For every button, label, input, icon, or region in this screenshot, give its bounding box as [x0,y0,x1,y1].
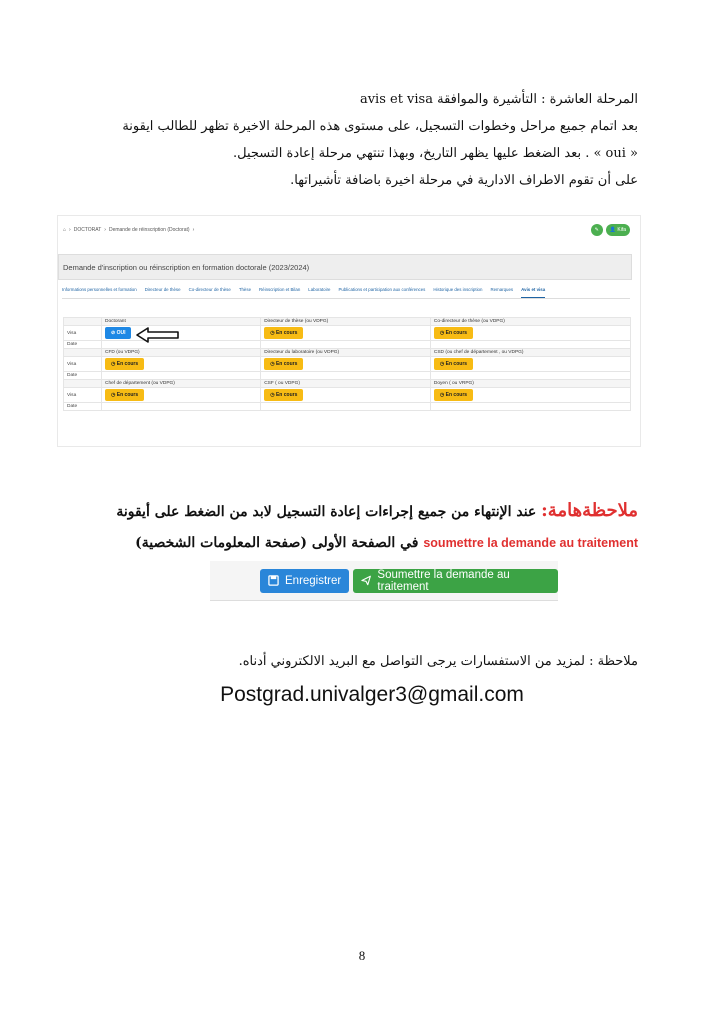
tab-co-director[interactable]: Co-directeur de thèse [188,287,231,292]
clock-icon: ◷ [439,330,445,336]
breadcrumb-item[interactable]: DOCTORAT [73,227,102,233]
chevron-right-icon: › [104,227,106,233]
notice-text: في الصفحة الأولى (صفحة المعلومات الشخصية) [135,535,424,551]
contact-email[interactable]: Postgrad.univalger3@gmail.com [220,683,524,706]
tab-bar [62,287,630,299]
save-button[interactable] [260,569,349,593]
clock-icon: ◷ [439,361,445,367]
tab-avis-visa[interactable]: Avis et visa [521,287,545,298]
column-header: Co-directeur de thèse (ou VDPG) [430,318,630,326]
important-notice [116,500,638,521]
avis-visa-screenshot [57,215,641,447]
status-badge: ◷ En cours [434,389,473,401]
column-header: Doyen ( ou VRPG) [430,380,630,388]
page-title: Demande d'inscription ou réinscription en formation doctorale (2023/2024) [58,254,632,280]
chevron-right-icon: › [69,227,71,233]
home-icon[interactable]: ⌂ [63,227,67,233]
status-badge: ◷ En cours [434,327,473,339]
breadcrumb [63,227,194,233]
arrow-left-icon [136,326,180,344]
status-badge: ◷ En cours [264,327,303,339]
column-header: Doctorant [102,318,261,326]
column-header: Directeur du laboratoire (ou VDPG) [261,349,431,357]
column-header: Directeur de thèse (ou VDPG) [261,318,431,326]
important-notice-line2 [135,535,638,551]
breadcrumb-item[interactable]: Demande de réinscription (Doctorat) [108,227,190,233]
column-header: Chef de département (ou VDPG) [102,380,261,388]
tab-remarks[interactable]: Remarques [490,287,514,292]
edit-icon[interactable]: ✎ [591,224,603,236]
tab-director[interactable]: Directeur de thèse [144,287,181,292]
row-label: Date [64,403,102,411]
tab-history[interactable]: Historique des inscription [433,287,483,292]
status-badge: ◷ En cours [105,358,144,370]
column-header: CSD (ou chef de département , ou VDPG) [430,349,630,357]
action-buttons-screenshot [210,561,558,601]
user-icon: 👤 [609,227,616,233]
tab-laboratory[interactable]: Laboratoire [308,287,331,292]
status-badge: ◷ En cours [105,389,144,401]
row-label: Visa [64,326,102,341]
page-number: 8 [358,948,366,963]
row-label: Visa [64,357,102,372]
user-menu-button[interactable] [606,224,630,236]
clock-icon: ◷ [270,392,275,398]
tab-reinscription[interactable]: Réinscription et Bilan [259,287,301,292]
user-name: Kifa [617,227,626,233]
notice-title: ملاحظةهامة: [541,500,638,521]
check-icon: ⊘ [111,330,116,336]
send-icon [361,575,371,586]
notice-highlight: soumettre la demande au traitement [423,536,638,550]
tab-personal-info[interactable]: Informations personnelles et formation [62,287,137,292]
clock-icon: ◷ [439,392,445,398]
intro-paragraph-line: « oui » . بعد الضغط عليها يظهر التاريخ، وبهذا تنتهي مرحلة إعادة التسجيل. [233,146,638,161]
clock-icon: ◷ [111,361,116,367]
column-header: CFD (ou VDPG) [102,349,261,357]
floppy-disk-icon [268,575,279,586]
contact-note: ملاحظة : لمزيد من الاستفسارات يرجى التواصل مع البريد الالكتروني أدناه. [238,654,638,669]
notice-text: عند الإنتهاء من جميع إجراءات إعادة التسجيل لابد من الضغط على أيقونة [116,504,542,520]
row-label: Date [64,372,102,380]
status-badge: ◷ En cours [434,358,473,370]
intro-paragraph-line: بعد اتمام جميع مراحل وخطوات التسجيل، على مستوى هذه المرحلة الاخيرة تظهر للطالب ايقونة [122,119,638,134]
submit-label: Soumettre la demande au traitement [377,568,510,593]
clock-icon: ◷ [270,330,275,336]
status-badge: ◷ En cours [264,358,303,370]
save-label: Enregistrer [285,574,342,587]
status-badge: ◷ En cours [264,389,303,401]
clock-icon: ◷ [270,361,275,367]
oui-button[interactable]: ⊘ OUI [105,327,131,339]
chevron-right-icon: › [192,227,195,233]
row-label: Date [64,341,102,349]
step-title: المرحلة العاشرة : التأشيرة والموافقة avis et visa [359,92,638,107]
clock-icon: ◷ [111,392,116,398]
intro-paragraph-line: على أن تقوم الاطراف الادارية في مرحلة اخيرة باضافة تأشيراتها. [290,173,638,188]
row-label: Visa [64,388,102,403]
column-header: CSF ( ou VDPG) [261,380,431,388]
tab-publications[interactable]: Publications et participation aux conférences [338,287,426,292]
submit-request-button[interactable] [353,569,558,593]
tab-thesis[interactable]: Thèse [238,287,252,292]
